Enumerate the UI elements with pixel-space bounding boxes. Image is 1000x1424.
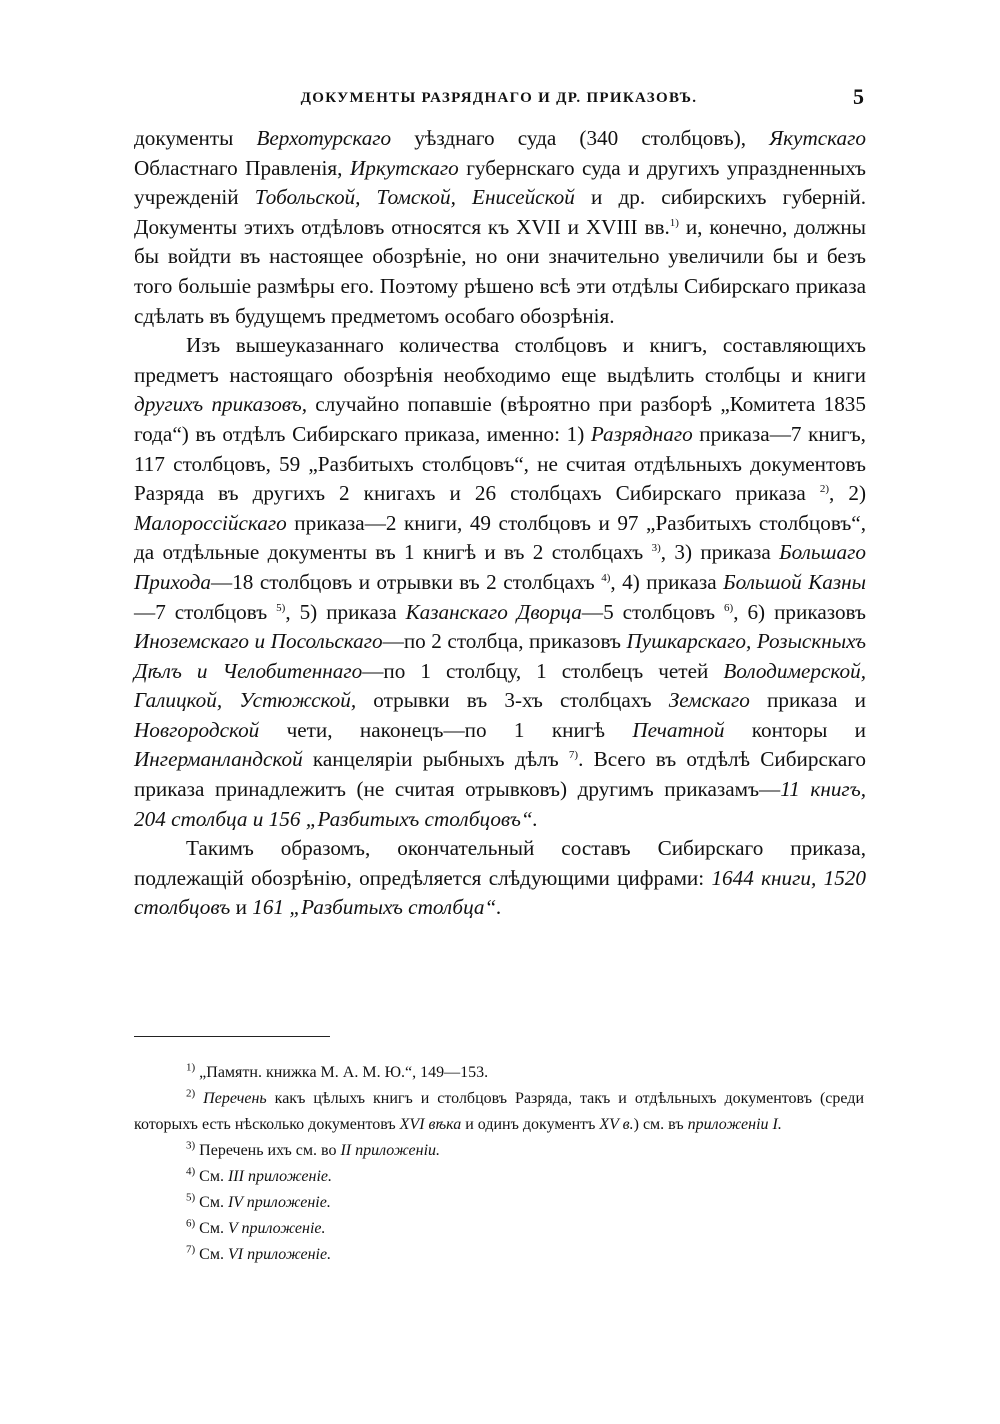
text-run: и, конечно, должны бы войдти въ настоящее обозрѣніе, но они значительно увеличили бы и безъ того большіе размѣры его. Поэтому рѣшено всѣ эти отдѣлы Сибирскаго приказа сдѣлать въ будущемъ предметомъ особаго обозрѣнія. — [134, 214, 866, 328]
footnote-5 — [134, 1190, 864, 1216]
paragraph-1 — [134, 124, 866, 331]
text-run: отрывки въ 3-хъ столбцахъ — [356, 688, 669, 713]
text-run: уѣзднаго суда (340 столбцовъ), — [391, 126, 770, 150]
italic-run: Большаго Прихода — [134, 540, 866, 594]
italic-run: Пушкарскаго, Розыскныхъ Дѣлъ и Челобитеннаго — [134, 629, 866, 683]
footnote-ref: 3) — [651, 542, 661, 555]
italic-run: IV приложеніе. — [227, 1194, 331, 1211]
text-run: . Всего въ отдѣлѣ Сибирскаго приказа принадлежитъ (не считая отрывковъ) другимъ приказамъ— — [134, 747, 866, 802]
footnote-mark: 5) — [186, 1191, 196, 1204]
text-run: , 4) приказа — [610, 569, 724, 594]
footnote-text: какъ цѣлыхъ книгъ и столбцовъ Разряда, такъ и отдѣльныхъ документовъ (среди которыхъ есть нѣсколько документовъ — [134, 1090, 865, 1133]
footnote-mark: 3) — [186, 1139, 196, 1152]
paragraph-2 — [134, 331, 866, 834]
footnote-text: См. — [195, 1246, 228, 1263]
italic-run: Иркутскаго — [349, 155, 459, 180]
italic-run: Разряднаго — [590, 421, 693, 446]
footnote-text: См. — [195, 1168, 228, 1185]
text-run: конторы и — [724, 717, 866, 742]
italic-run: другихъ приказовъ, — [134, 392, 308, 417]
main-text — [134, 124, 866, 923]
text-run: приказа—7 книгъ, 117 столбцовъ, 59 „Разбитыхъ столбцовъ“, не считая отдѣльныхъ документовъ Разряда въ другихъ 2 книгахъ и 26 столбцахъ Сибирскаго приказа — [134, 421, 866, 506]
italic-run: Земскаго — [668, 688, 750, 713]
italic-run: XV в. — [599, 1116, 634, 1133]
footnote-ref: 4) — [601, 571, 611, 584]
running-header — [134, 84, 864, 114]
text-run: —по 2 столбца, приказовъ — [382, 629, 627, 654]
italic-run: VI приложеніе. — [227, 1246, 332, 1263]
italic-run: V приложеніе. — [227, 1220, 326, 1237]
footnote-text: „Памятн. книжка М. А. М. Ю.“, 149—153. — [195, 1064, 489, 1081]
footnote-7 — [134, 1242, 864, 1268]
footnote-text: См. — [195, 1220, 228, 1237]
italic-run: Ингерманландской — [134, 747, 303, 772]
footnote-mark: 4) — [186, 1165, 196, 1178]
italic-run: Казанскаго Дворца — [405, 599, 582, 624]
footnote-text: Перечень ихъ см. во — [195, 1142, 341, 1159]
text-run: канцеляріи рыбныхъ дѣлъ — [302, 747, 569, 772]
text-run: приказа—2 книги, 49 столбцовъ и 97 „Разбитыхъ столбцовъ“, да отдѣльные документы въ 1 книгѣ и въ 2 столбцахъ — [134, 510, 866, 565]
footnote-divider — [134, 1036, 330, 1037]
italic-run: Перечень — [195, 1090, 267, 1107]
text-run: —5 столбцовъ — [581, 599, 725, 624]
italic-run: Большой Казны — [723, 569, 866, 594]
text-run: и др. сибирскихъ губерній. Документы этихъ отдѣловъ относятся къ XVII и XVIII вв. — [134, 185, 867, 239]
italic-run: Верхотурскаго — [256, 126, 392, 150]
text-run: Такимъ образомъ, окончательный составъ Сибирскаго приказа, подлежащій обозрѣнію, опредѣляется слѣдующими цифрами: — [134, 836, 866, 890]
text-run: , 5) приказа — [285, 599, 406, 624]
text-run: приказа и — [749, 688, 866, 713]
footnote-text: и одинъ документъ — [461, 1116, 600, 1133]
italic-run: Новгородской — [134, 717, 260, 742]
text-run: и — [230, 895, 253, 920]
text-run: , 6) приказовъ — [733, 599, 866, 624]
footnote-2 — [134, 1086, 864, 1138]
italic-run: Якутскаго — [769, 126, 866, 150]
italic-run: II приложеніи. — [340, 1142, 441, 1159]
footnote-ref: 7) — [568, 749, 579, 762]
footnote-text: См. — [195, 1194, 228, 1211]
italic-run: приложеніи I. — [687, 1116, 782, 1133]
footnote-6 — [134, 1216, 864, 1242]
footnote-mark: 6) — [186, 1217, 196, 1230]
footnote-4 — [134, 1164, 864, 1190]
italic-run: Малороссійскаго — [134, 510, 287, 535]
italic-run: Иноземскаго и Посольскаго — [134, 629, 383, 654]
text-run: —по 1 столбцу, 1 столбецъ четей — [362, 658, 724, 683]
footnote-mark: 2) — [186, 1087, 196, 1100]
footnote-mark: 1) — [186, 1061, 196, 1074]
text-run: случайно попавшіе (вѣроятно при разборѣ „Комитета 1835 года“) въ отдѣлъ Сибирскаго приказа, именно: 1) — [134, 392, 866, 446]
italic-run: XVI вѣка — [399, 1116, 462, 1133]
text-run: , 2) — [829, 481, 867, 506]
italic-run: 161 „Разбитыхъ столбца“. — [252, 895, 502, 920]
footnote-ref: 1) — [669, 216, 679, 229]
text-run: Изъ вышеуказаннаго количества столбцовъ и книгъ, составляющихъ предметъ настоящаго обозрѣнія необходимо еще выдѣлить столбцы и книги — [134, 333, 866, 387]
text-run: губернскаго суда и другихъ упраздненныхъ учрежденій — [134, 155, 866, 210]
text-run: документы — [134, 126, 257, 150]
footnotes — [134, 1060, 864, 1268]
text-run: —18 столбцовъ и отрывки въ 2 столбцахъ — [211, 569, 602, 594]
italic-run: III приложеніе. — [227, 1168, 332, 1185]
footnote-ref: 6) — [724, 601, 734, 614]
italic-run: Тобольской, Томской, Енисейской — [254, 185, 575, 210]
paragraph-3 — [134, 834, 866, 923]
page-number: 5 — [853, 84, 864, 109]
text-run: —7 столбцовъ — [134, 599, 277, 624]
italic-run: 11 книгъ, 204 столбца и 156 „Разбитыхъ столбцовъ“. — [134, 777, 866, 831]
italic-run: Володимерской, Галицкой, Устюжской, — [134, 658, 866, 713]
footnote-mark: 7) — [186, 1243, 196, 1256]
text-run: , 3) приказа — [660, 540, 780, 565]
footnote-1 — [134, 1060, 864, 1086]
running-title: ДОКУМЕНТЫ РАЗРЯДНАГО И ДР. ПРИКАЗОВЪ. — [300, 90, 698, 106]
text-run: Областнаго Правленія, — [134, 155, 350, 180]
footnote-ref: 5) — [276, 601, 286, 614]
footnote-text: ) см. въ — [633, 1116, 688, 1133]
text-run: чети, наконецъ—по 1 книгѣ — [259, 717, 633, 742]
italic-run: 1644 книги, 1520 столбцовъ — [134, 865, 866, 920]
footnote-3 — [134, 1138, 864, 1164]
italic-run: Печатной — [632, 717, 725, 742]
footnote-ref: 2) — [819, 483, 830, 496]
